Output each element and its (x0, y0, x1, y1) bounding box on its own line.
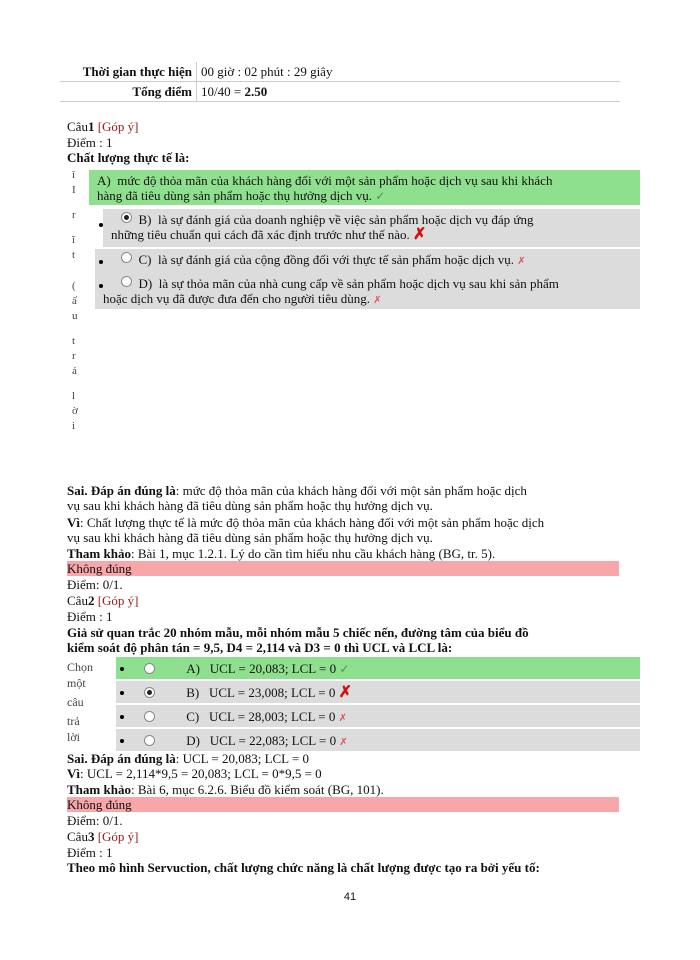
q3-question: Theo mô hình Servuction, chất lượng chức năng là chất lượng được tạo ra bởi yếu tố: (67, 860, 540, 875)
q1-radio-c[interactable] (121, 252, 132, 263)
wrong-mark-icon: ✗ (517, 256, 526, 267)
q1-header: Câu1 [Góp ý] (67, 119, 139, 134)
q2-option-a[interactable]: A) UCL = 20,083; LCL = 0 ✓ (116, 657, 640, 679)
q2-question: Giả sử quan trắc 20 nhóm mẫu, mỗi nhóm mẫu 5 chiếc nến, đường tâm của biểu đồ kiểm soát độ phân tán = 9,5, D4 = 2,114 và D3 = 0 thì UCL và LCL là: (67, 625, 529, 655)
wrong-mark-icon: ✗ (373, 295, 382, 306)
q3-points: Điểm : 1 (67, 845, 113, 860)
q1-radio-d[interactable] (121, 276, 132, 287)
q2-option-c[interactable]: C) UCL = 28,003; LCL = 0 ✗ (116, 705, 640, 727)
q1-reference: Tham khảo: Bài 1, mục 1.2.1. Lý do cần tìm hiểu nhu cầu khách hàng (BG, tr. 5). (67, 546, 496, 561)
q2-header: Câu2 [Góp ý] (67, 593, 139, 608)
q1-option-b[interactable]: B) là sự đánh giá của doanh nghiệp về việc sản phẩm hoặc dịch vụ đáp ứng những tiêu chuẩn qui cách đã xác định trước như thế nào. ✗ (103, 209, 640, 247)
q1-option-a[interactable]: A) mức độ thỏa mãn của khách hàng đối với một sản phẩm hoặc dịch vụ sau khi khách hàng đã tiêu dùng sản phẩm hoặc thụ hưởng dịch vụ. ✓ (89, 170, 640, 205)
q1-status-bar: Không đúng (67, 561, 619, 576)
q1-option-d[interactable]: D) là sự thỏa mãn của nhà cung cấp về sản phẩm hoặc dịch vụ sau khi sản phẩm hoặc dịch vụ đã được đưa đến cho người tiêu dùng. ✗ (95, 273, 640, 309)
q2-correct-answer: Sai. Đáp án đúng là: UCL = 20,083; LCL = 0 (67, 751, 309, 766)
wrong-mark-icon: ✗ (339, 737, 348, 748)
q1-radio-b[interactable] (121, 212, 132, 223)
bullet-icon (120, 691, 124, 695)
wrong-mark-icon: ✗ (338, 684, 353, 701)
q2-option-d[interactable]: D) UCL = 22,083; LCL = 0 ✗ (116, 729, 640, 751)
page-number: 41 (343, 891, 357, 903)
bullet-icon (120, 715, 124, 719)
q1-side-label: ǐ I r ĩ t ( ấ u t r ả l ờ i (72, 169, 78, 432)
score-value: 10/40 = 2.50 (197, 82, 621, 102)
q2-score: Điểm: 0/1. (67, 813, 123, 828)
q2-explanation: Vì: UCL = 2,114*9,5 = 20,083; LCL = 0*9,5 = 0 (67, 766, 322, 781)
q2-radio-c[interactable] (144, 711, 155, 722)
correct-check-icon: ✓ (339, 662, 350, 676)
wrong-mark-icon: ✗ (338, 713, 348, 724)
q1-score: Điểm: 0/1. (67, 577, 123, 592)
time-value: 00 giờ : 02 phút : 29 giây (197, 62, 621, 82)
score-label: Tổng điểm (60, 82, 197, 102)
q3-header: Câu3 [Góp ý] (67, 829, 139, 844)
q1-correct-answer: Sai. Đáp án đúng là: mức độ thỏa mãn của khách hàng đối với một sản phẩm hoặc dịch vụ sau khi khách hàng đã tiêu dùng sản phẩm hoặc thụ hưởng dịch vụ. (67, 483, 527, 513)
q2-radio-a[interactable] (144, 663, 155, 674)
bullet-icon (99, 284, 103, 288)
q1-explanation: Vì: Chất lượng thực tế là mức độ thỏa mãn của khách hàng đối với một sản phẩm hoặc dịch vụ sau khi khách hàng đã tiêu dùng sản phẩm hoặc thụ hưởng dịch vụ. (67, 515, 545, 545)
bullet-icon (120, 739, 124, 743)
q2-radio-d[interactable] (144, 735, 155, 746)
bullet-icon (99, 223, 103, 227)
correct-check-icon: ✓ (375, 189, 386, 203)
q1-feedback-link[interactable]: [Góp ý] (97, 119, 139, 134)
q1-option-c[interactable]: C) là sự đánh giá của cộng đồng đối với thực tế sản phẩm hoặc dịch vụ. ✗ (95, 249, 640, 273)
result-summary (60, 62, 620, 102)
q2-option-b[interactable]: B) UCL = 23,008; LCL = 0 ✗ (116, 681, 640, 703)
q2-reference: Tham khảo: Bài 6, mục 6.2.6. Biểu đồ kiểm soát (BG, 101). (67, 782, 384, 797)
wrong-mark-icon: ✗ (413, 226, 427, 243)
q2-feedback-link[interactable]: [Góp ý] (97, 593, 139, 608)
bullet-icon (120, 667, 124, 671)
q2-points: Điểm : 1 (67, 609, 113, 624)
q2-side-label: Chọn một câu trả lời (67, 660, 94, 744)
q3-feedback-link[interactable]: [Góp ý] (97, 829, 139, 844)
q1-question: Chất lượng thực tế là: (67, 150, 190, 165)
q2-status-bar: Không đúng (67, 797, 619, 812)
time-label: Thời gian thực hiện (60, 62, 197, 82)
q1-points: Điểm : 1 (67, 135, 113, 150)
q2-radio-b[interactable] (144, 687, 155, 698)
bullet-icon (99, 260, 103, 264)
